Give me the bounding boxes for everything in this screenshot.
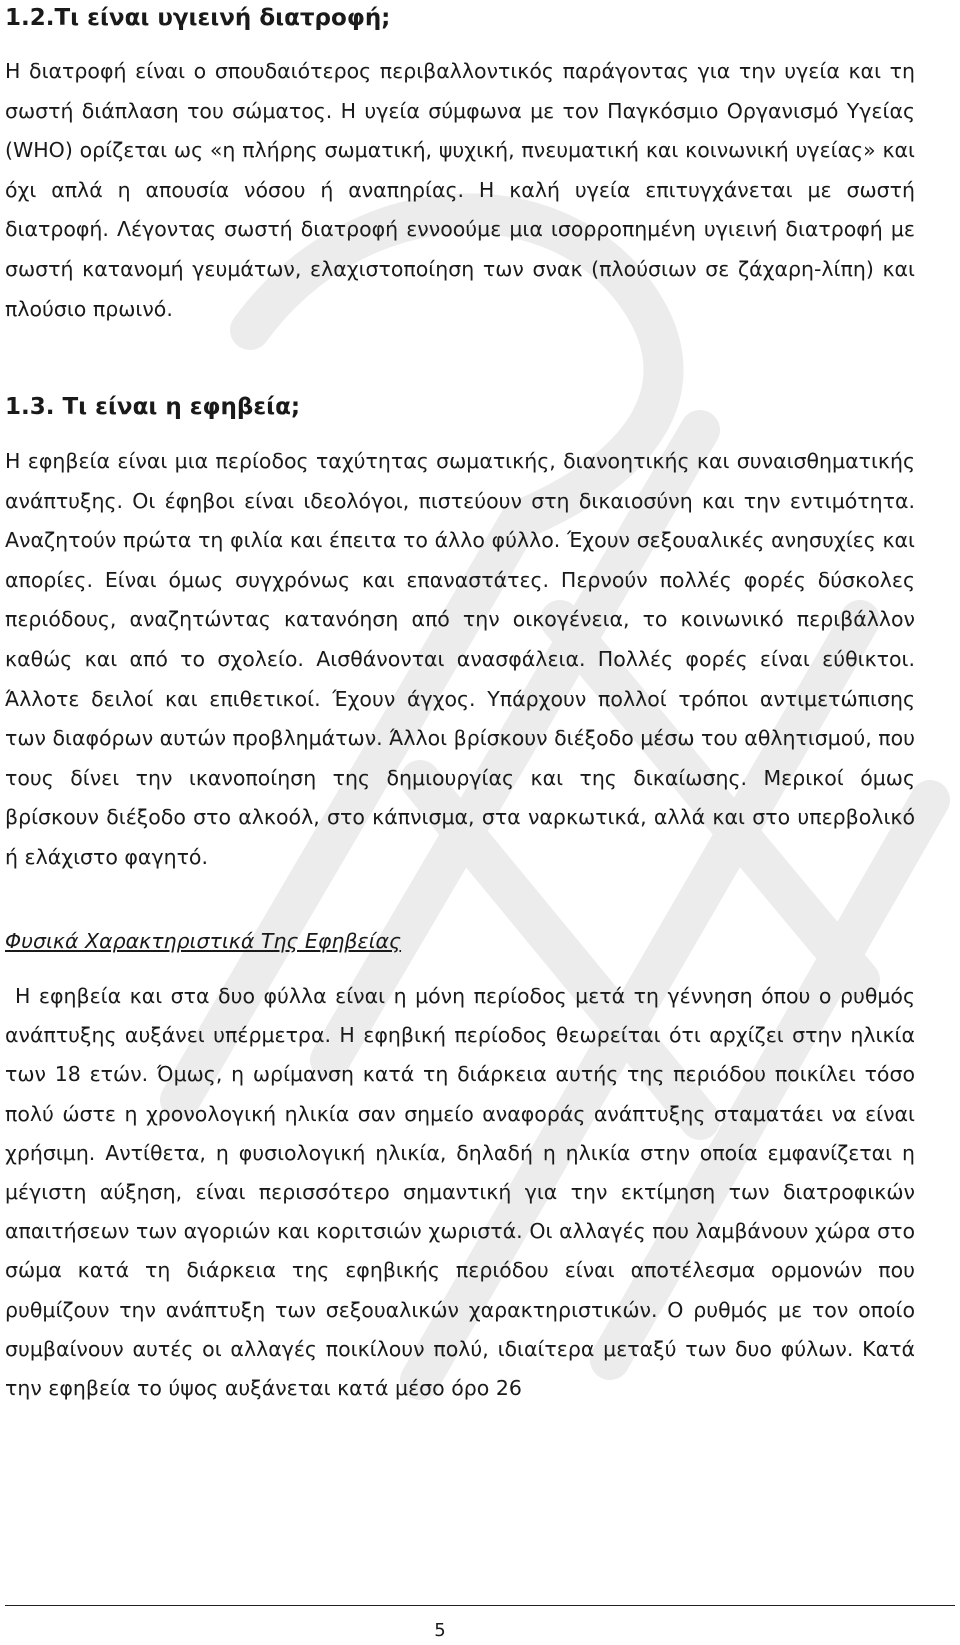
page-number: 5	[434, 1620, 446, 1641]
footer-divider	[5, 1605, 955, 1606]
physical-characteristics-paragraph: Η εφηβεία και στα δυο φύλλα είναι η μόνη περίοδος μετά τη γέννηση όπου ο ρυθμός ανάπτυξης αυξάνει υπέρμετρα. Η εφηβική περίοδος θεωρείται ότι αρχίζει στην ηλικία των 18 ετών. Όμως, η ωρίμανση κατά τη διάρκεια αυτής της περιόδου ποικίλει τόσο πολύ ώστε η χρονολογική ηλικία σαν σημείο αναφοράς ανάπτυξης σταματάει να είναι χρήσιμη. Αντίθετα, η φυσιολογική ηλικία, δηλαδή η ηλικία στην οποία εμφανίζεται η μέγιστη αύξηση, είναι περισσότερο σημαντική για την εκτίμηση των διατροφικών απαιτήσεων των αγοριών και κοριτσιών χωριστά. Οι αλλαγές που λαμβάνουν χώρα στο σώμα κατά τη διάρκεια της εφηβικής περιόδου είναι αποτέλεσμα ορμονών που ρυθμίζουν την ανάπτυξη των σεξουαλικών χαρακτηριστικών. Ο ρυθμός με τον οποίο συμβαίνουν αυτές οι αλλαγές ποικίλουν πολύ, ιδιαίτερα μεταξύ των δυο φύλων. Κατά την εφηβεία το ύψος αυξάνεται κατά μέσο όρο 26	[5, 984, 915, 1401]
physical-characteristics-heading: Φυσικά Χαρακτηριστικά Της Εφηβείας	[5, 929, 402, 953]
section-1-3-paragraph: Η εφηβεία είναι μια περίοδος ταχύτητας σωματικής, διανοητικής και συναισθηματικής ανάπτυξης. Οι έφηβοι είναι ιδεολόγοι, πιστεύουν στη δικαιοσύνη και την εντιμότητα. Αναζητούν πρώτα τη φιλία και έπειτα το άλλο φύλλο. Έχουν σεξουαλικές ανησυχίες και απορίες. Είναι όμως συγχρόνως και επαναστάτες. Περνούν πολλές φορές δύσκολες περιόδους, αναζητώντας κατανόηση από την οικογένεια, το κοινωνικό περιβάλλον καθώς και από το σχολείο. Αισθάνονται ανασφάλεια. Πολλές φορές είναι εύθικτοι. Άλλοτε δειλοί και επιθετικοί. Έχουν άγχος. Υπάρχουν πολλοί τρόποι αντιμετώπισης των διαφόρων αυτών προβλημάτων. Άλλοι βρίσκουν διέξοδο μέσω του αθλητισμού, που τους δίνει την ικανοποίηση της δημιουργίας και της δικαίωσης. Μερικοί όμως βρίσκουν διέξοδο στο αλκοόλ, στο κάπνισμα, στα ναρκωτικά, αλλά και στο υπερβολικό ή ελάχιστο φαγητό.	[5, 449, 915, 869]
section-1-3-heading: 1.3. Τι είναι η εφηβεία;	[5, 394, 301, 420]
section-1-2-paragraph: Η διατροφή είναι ο σπουδαιότερος περιβαλλοντικός παράγοντας για την υγεία και τη σωστή διάπλαση του σώματος. Η υγεία σύμφωνα με τον Παγκόσμιο Οργανισμό Υγείας (WHO) ορίζεται ως «η πλήρης σωματική, ψυχική, πνευματική και κοινωνική υγείας» και όχι απλά η απουσία νόσου ή αναπηρίας. Η καλή υγεία επιτυγχάνεται με σωστή διατροφή. Λέγοντας σωστή διατροφή εννοούμε μια ισορροπημένη υγιεινή διατροφή με σωστή κατανομή γευμάτων, ελαχιστοποίηση των σνακ (πλούσιων σε ζάχαρη-λίπη) και πλούσιο πρωινό.	[5, 59, 915, 321]
section-1-2-heading: 1.2.Τι είναι υγιεινή διατροφή;	[5, 5, 391, 31]
